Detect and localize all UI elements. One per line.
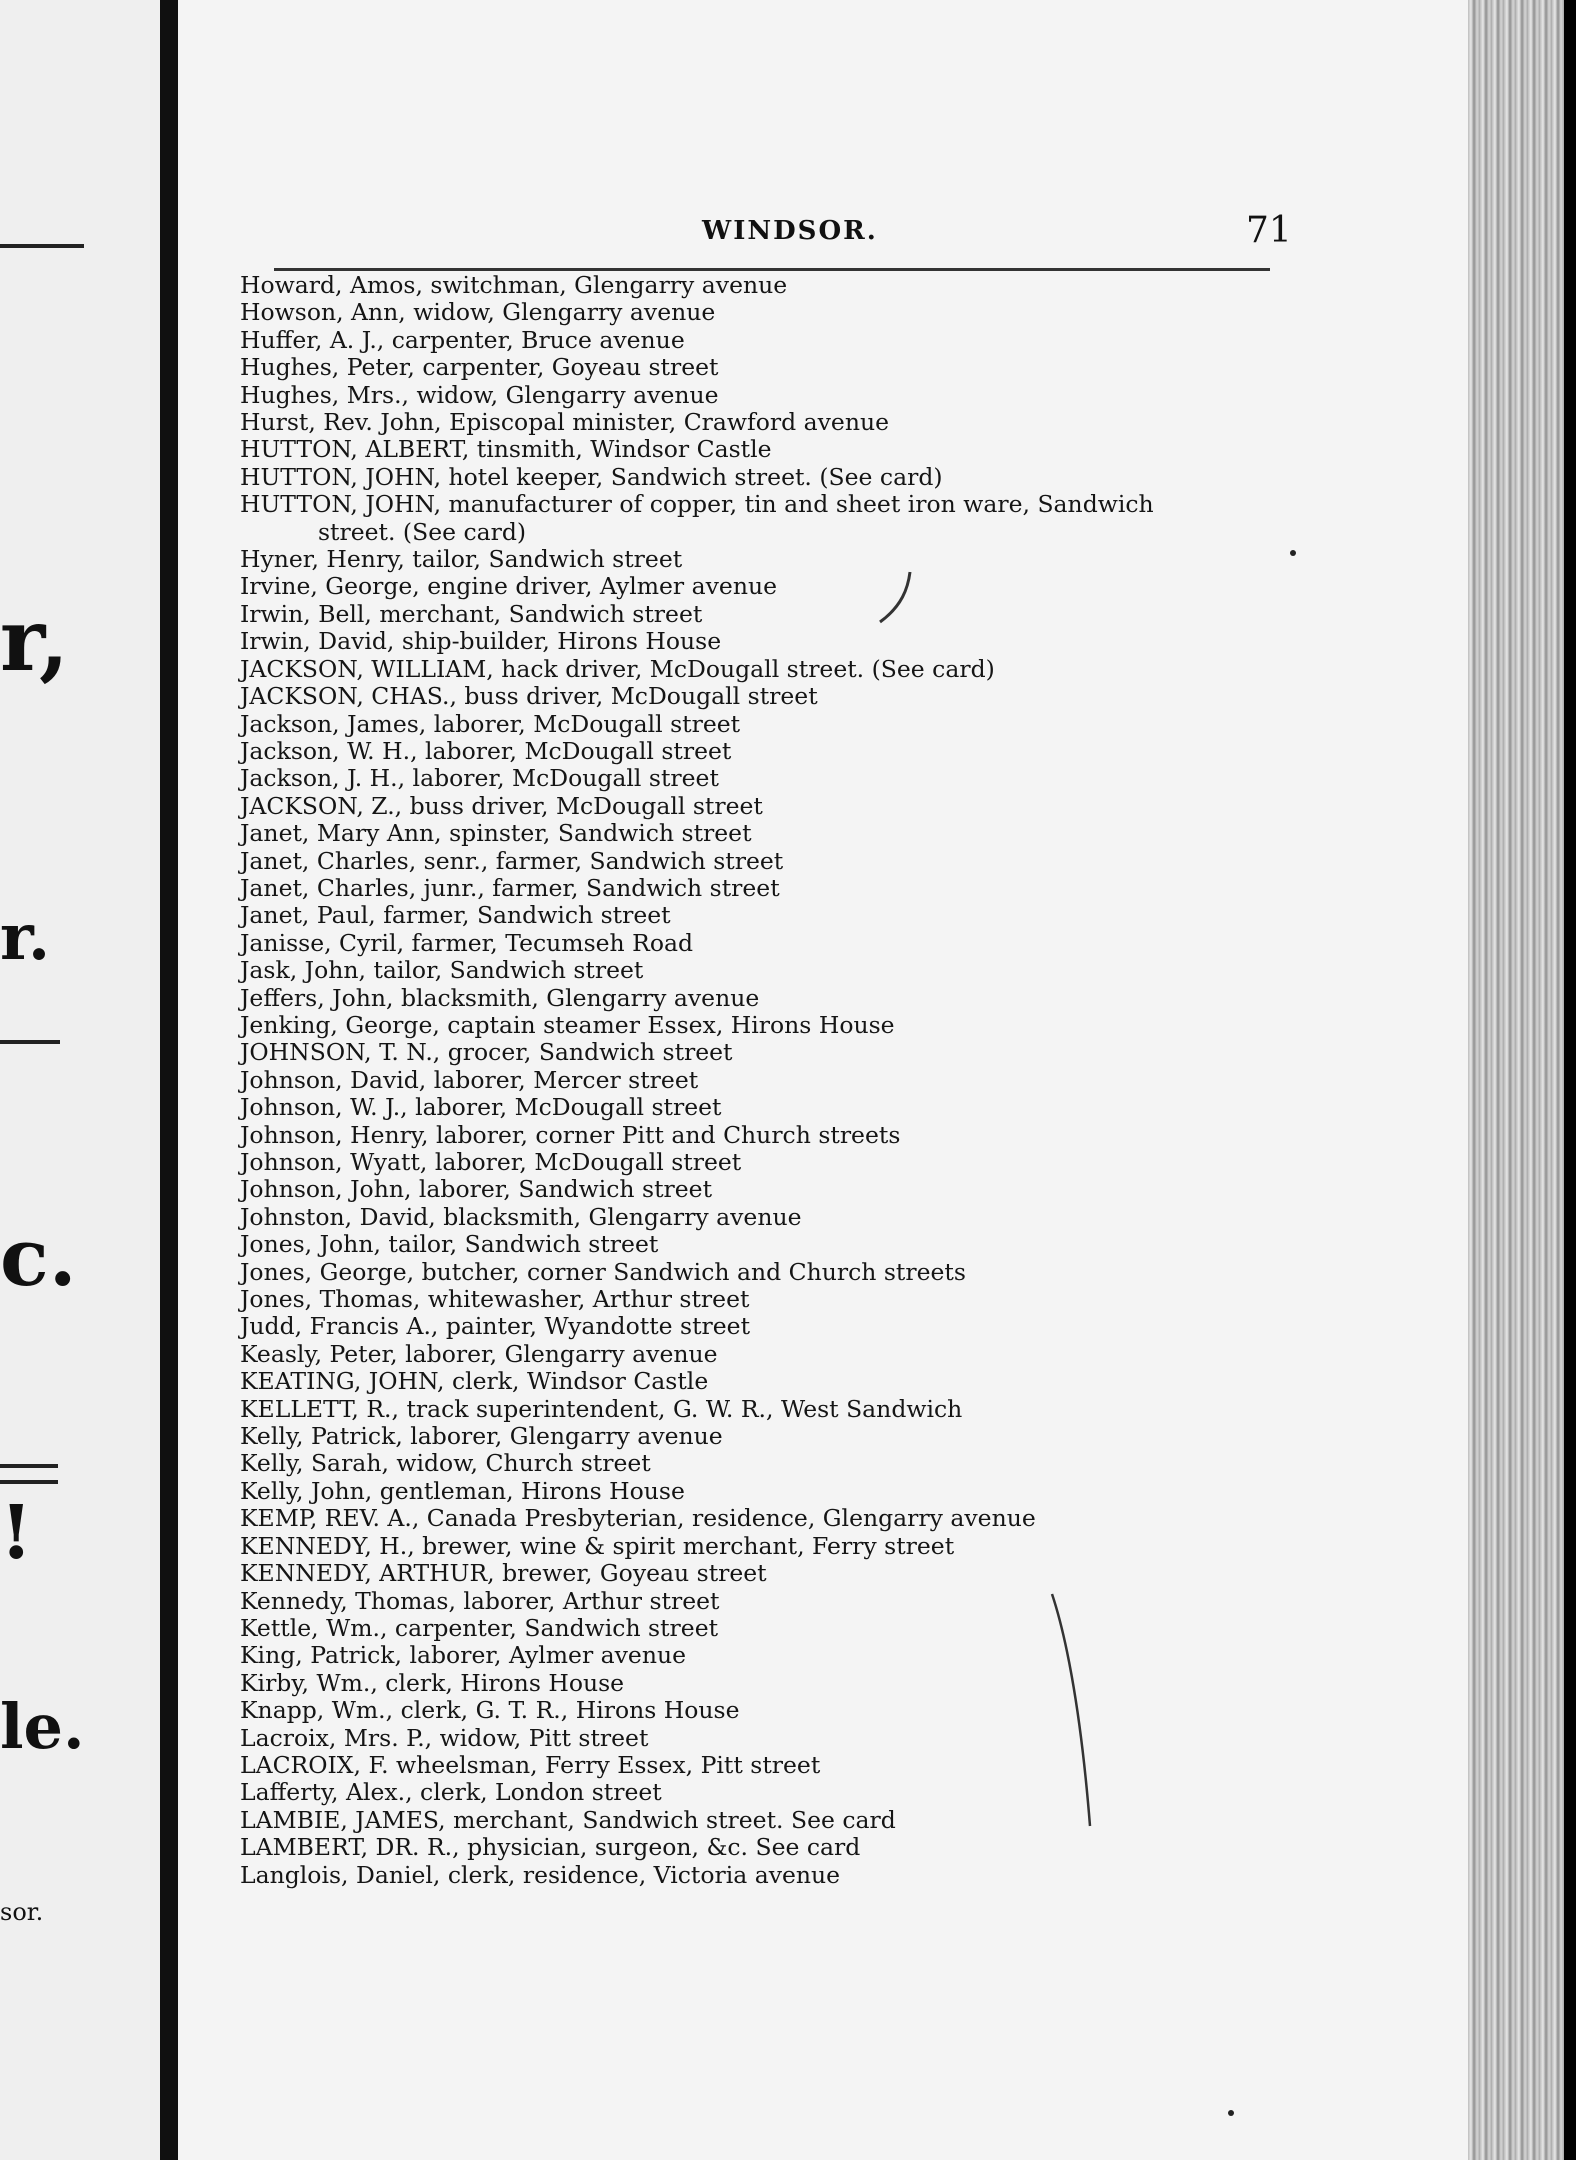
directory-entry: Howson, Ann, widow, Glengarry avenue xyxy=(240,298,716,327)
directory-entry: KEATING, JOHN, clerk, Windsor Castle xyxy=(240,1367,709,1396)
directory-entry: Kelly, John, gentleman, Hirons House xyxy=(240,1476,685,1505)
facing-page-rule xyxy=(0,244,84,248)
directory-entry: Janet, Mary Ann, spinster, Sandwich street xyxy=(240,819,752,848)
directory-entry: Johnson, John, laborer, Sandwich street xyxy=(240,1175,713,1204)
directory-entry: Jenking, George, captain steamer Essex, Hirons House xyxy=(240,1010,895,1039)
facing-page-text-fragment: sor. xyxy=(0,1898,44,1926)
directory-entry: Jones, George, butcher, corner Sandwich and Church streets xyxy=(240,1257,966,1286)
directory-entry: Johnson, David, laborer, Mercer street xyxy=(240,1065,699,1094)
directory-entry: HUTTON, JOHN, manufacturer of copper, tin and sheet iron ware, Sandwich xyxy=(240,490,1154,519)
directory-entry: Howard, Amos, switchman, Glengarry avenue xyxy=(240,271,788,299)
directory-entry: Jeffers, John, blacksmith, Glengarry avenue xyxy=(240,983,760,1012)
directory-entry: Lafferty, Alex., clerk, London street xyxy=(240,1778,662,1807)
directory-entry: Janisse, Cyril, farmer, Tecumseh Road xyxy=(240,928,694,957)
directory-entry: KENNEDY, H., brewer, wine & spirit merchant, Ferry street xyxy=(240,1531,955,1560)
directory-entry: Langlois, Daniel, clerk, residence, Victoria avenue xyxy=(240,1860,841,1889)
directory-entry: KELLETT, R., track superintendent, G. W. R., West Sandwich xyxy=(240,1394,963,1423)
facing-page-text-fragment: le. xyxy=(0,1690,85,1763)
directory-entry: Johnson, Wyatt, laborer, McDougall street xyxy=(240,1148,742,1176)
pencil-margin-line xyxy=(1050,1590,1094,1830)
directory-entry: LAMBERT, DR. R., physician, surgeon, &c. See card xyxy=(240,1833,861,1862)
pencil-dot xyxy=(1288,548,1298,558)
directory-entry: Jackson, J. H., laborer, McDougall street xyxy=(240,764,719,793)
directory-entry: LACROIX, F. wheelsman, Ferry Essex, Pitt street xyxy=(240,1750,821,1779)
directory-entry: King, Patrick, laborer, Aylmer avenue xyxy=(240,1641,687,1670)
book-gutter xyxy=(160,0,178,2160)
directory-entry: JOHNSON, T. N., grocer, Sandwich street xyxy=(240,1038,733,1067)
directory-entry: Irwin, David, ship-builder, Hirons House xyxy=(240,627,722,656)
directory-entry: Irvine, George, engine driver, Aylmer avenue xyxy=(240,572,778,601)
directory-entry: Knapp, Wm., clerk, G. T. R., Hirons House xyxy=(240,1696,740,1725)
directory-entry: Johnson, W. J., laborer, McDougall street xyxy=(240,1093,722,1122)
directory-entry: LAMBIE, JAMES, merchant, Sandwich street. See card xyxy=(240,1805,896,1834)
page-number: 71 xyxy=(1246,210,1292,251)
directory-entry: Jackson, James, laborer, McDougall street xyxy=(240,709,741,738)
directory-entry: Hughes, Mrs., widow, Glengarry avenue xyxy=(240,380,719,409)
directory-entry: HUTTON, JOHN, hotel keeper, Sandwich street. (See card) xyxy=(240,462,943,491)
directory-entry: Hyner, Henry, tailor, Sandwich street xyxy=(240,545,683,574)
directory-entry: Johnson, Henry, laborer, corner Pitt and Church streets xyxy=(240,1120,901,1149)
facing-page-fragment xyxy=(0,0,160,2160)
directory-entry: Hughes, Peter, carpenter, Goyeau street xyxy=(240,353,719,382)
directory-entry: Kennedy, Thomas, laborer, Arthur street xyxy=(240,1586,720,1615)
facing-page-text-fragment: r. xyxy=(0,900,51,975)
directory-entry: Janet, Charles, senr., farmer, Sandwich street xyxy=(240,846,784,875)
facing-page-text-fragment: c. xyxy=(0,1210,77,1304)
directory-entry: HUTTON, ALBERT, tinsmith, Windsor Castle xyxy=(240,435,772,464)
pencil-dot xyxy=(1226,2108,1236,2118)
directory-entry: JACKSON, CHAS., buss driver, McDougall street xyxy=(240,682,818,711)
directory-entry: JACKSON, Z., buss driver, McDougall street xyxy=(240,791,763,820)
directory-entry-continuation: street. (See card) xyxy=(318,517,527,546)
facing-page-rule xyxy=(0,1480,58,1484)
directory-entry: Jones, John, tailor, Sandwich street xyxy=(240,1230,659,1259)
directory-entry: JACKSON, WILLIAM, hack driver, McDougall street. (See card) xyxy=(240,654,995,683)
directory-entry: Kirby, Wm., clerk, Hirons House xyxy=(240,1668,625,1697)
facing-page-text-fragment: ! xyxy=(0,1490,33,1576)
directory-entry: Lacroix, Mrs. P., widow, Pitt street xyxy=(240,1723,649,1752)
directory-entry: Huffer, A. J., carpenter, Bruce avenue xyxy=(240,325,685,354)
facing-page-rule xyxy=(0,1464,58,1468)
directory-entry: Kettle, Wm., carpenter, Sandwich street xyxy=(240,1613,719,1642)
directory-entry: Kelly, Patrick, laborer, Glengarry avenue xyxy=(240,1422,723,1451)
directory-entry: KEMP, REV. A., Canada Presbyterian, residence, Glengarry avenue xyxy=(240,1504,1036,1533)
running-head: WINDSOR. xyxy=(702,216,878,246)
directory-entry: Hurst, Rev. John, Episcopal minister, Crawford avenue xyxy=(240,408,889,437)
directory-entry: Irwin, Bell, merchant, Sandwich street xyxy=(240,599,703,628)
directory-entry: Johnston, David, blacksmith, Glengarry avenue xyxy=(240,1202,802,1231)
directory-entry: Jones, Thomas, whitewasher, Arthur street xyxy=(240,1285,750,1314)
directory-entries xyxy=(240,272,1300,1889)
directory-entry: Keasly, Peter, laborer, Glengarry avenue xyxy=(240,1339,718,1368)
directory-entry: KENNEDY, ARTHUR, brewer, Goyeau street xyxy=(240,1559,767,1588)
page-edges xyxy=(1468,0,1564,2160)
directory-entry: Judd, Francis A., painter, Wyandotte street xyxy=(240,1312,751,1341)
directory-entry: Jackson, W. H., laborer, McDougall street xyxy=(240,736,732,765)
pencil-tick-mark xyxy=(876,570,916,626)
directory-entry: Janet, Paul, farmer, Sandwich street xyxy=(240,901,671,930)
facing-page-text-fragment: r, xyxy=(0,590,69,691)
facing-page-rule xyxy=(0,1040,60,1044)
directory-entry: Jask, John, tailor, Sandwich street xyxy=(240,956,644,985)
directory-entry: Kelly, Sarah, widow, Church street xyxy=(240,1449,651,1478)
directory-entry: Janet, Charles, junr., farmer, Sandwich street xyxy=(240,873,780,902)
page-header xyxy=(178,210,1292,270)
